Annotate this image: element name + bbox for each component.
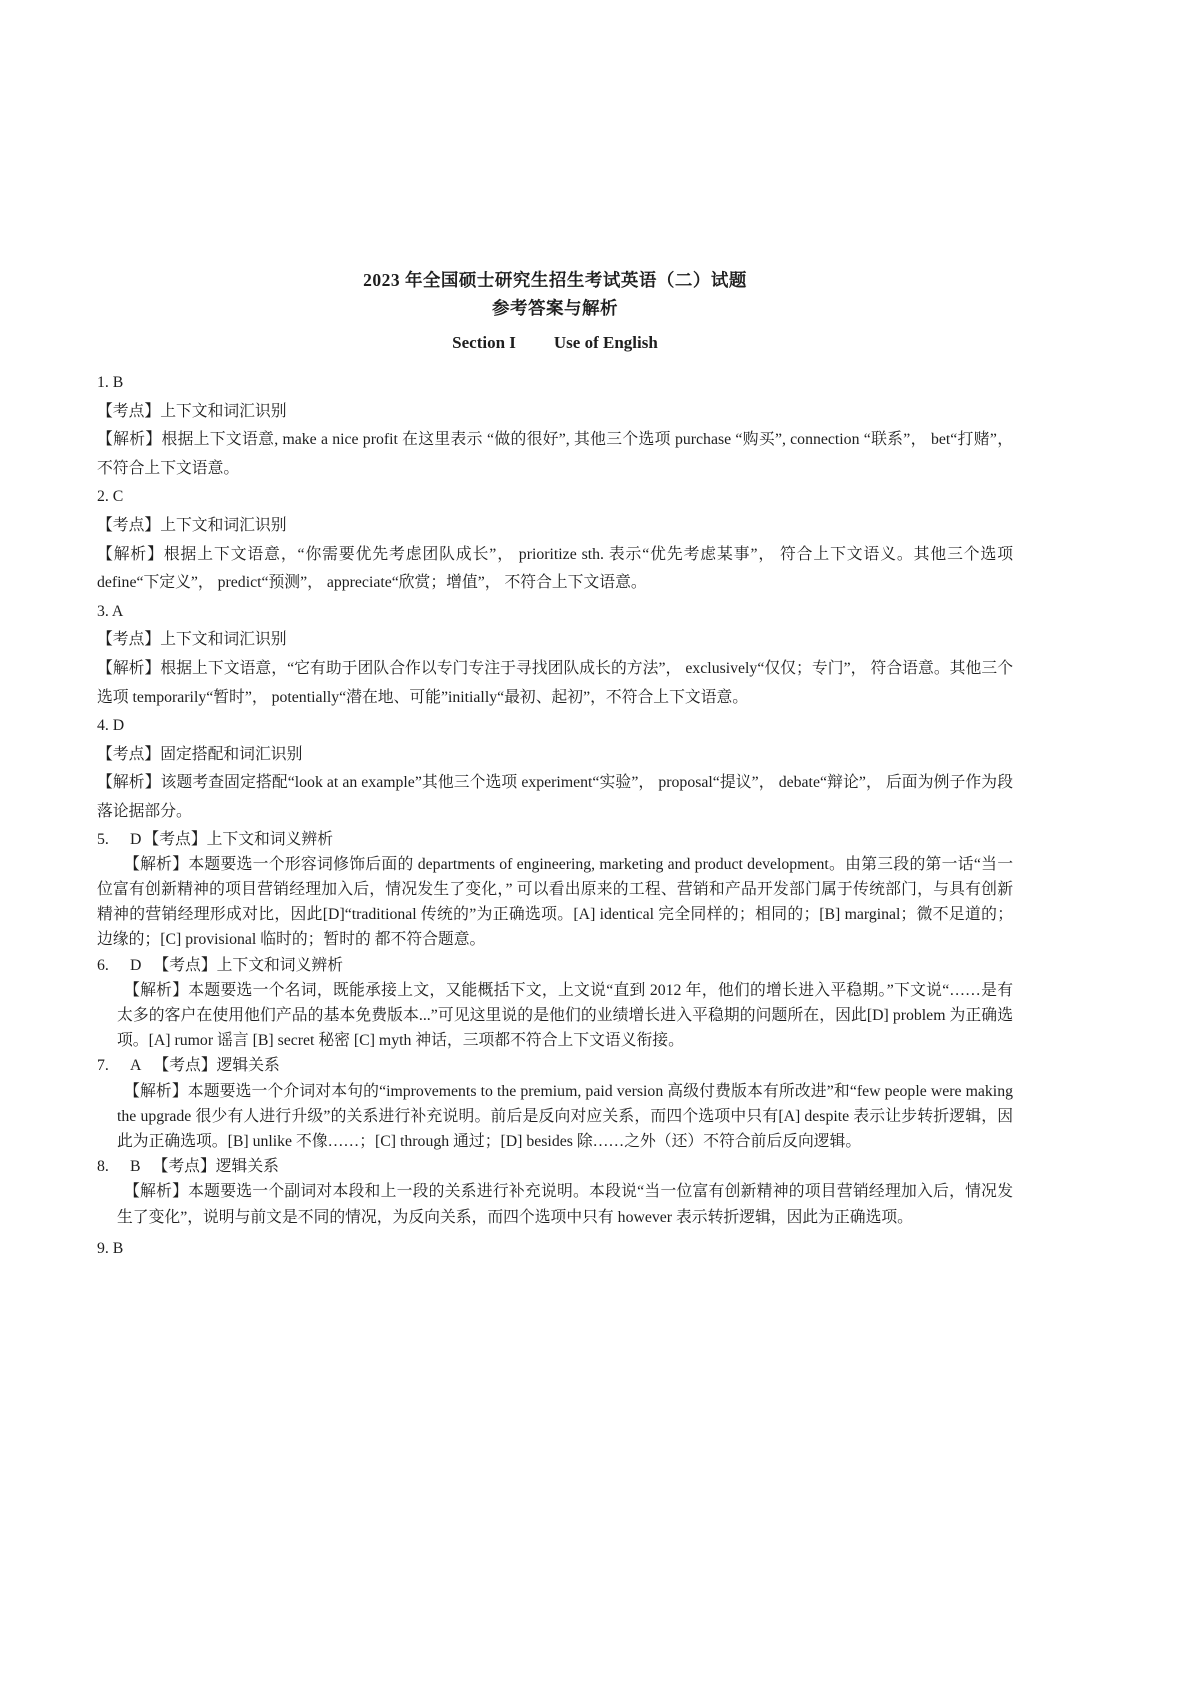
question-number: 5.: [97, 830, 109, 848]
question-item-4: [97, 712, 1013, 826]
answer-letter: A: [130, 1057, 142, 1075]
page-content: [97, 266, 1013, 1263]
exam-point-inline: 【考点】上下文和词义辨析: [143, 830, 333, 848]
analysis-paragraph: 【解析】根据上下文语意，“它有助于团队合作以专门专注于寻找团队成长的方法”， exclusively“仅仅；专门”， 符合语意。其他三个选项 temporarily“暂时”， potentially“潜在地、可能”initially“最初、起初”，不符合上下文语意。: [97, 659, 1013, 706]
exam-point-line: 【考点】上下文和词汇识别: [97, 631, 287, 649]
section-name: Use of English: [553, 333, 658, 352]
analysis-paragraph: 【解析】本题要选一个名词，既能承接上文，又能概括下文，上文说“直到 2012 年，他们的增长进入平稳期。”下文说“……是有太多的客户在使用他们产品的基本免费版本...”可见这里说的是他们的业绩增长进入平稳期的问题所在，因此[D] problem 为正确选项。[A] rumor 谣言 [B] secret 秘密 [C] myth 神话，三项都不符合上下文语义衔接。: [117, 981, 1013, 1050]
answer-line: 2. C: [97, 488, 124, 506]
question-item-7: [97, 1053, 1013, 1154]
question-item-3: [97, 598, 1013, 712]
question-item-8: [97, 1154, 1013, 1230]
analysis-paragraph: 【解析】根据上下文语意, make a nice profit 在这里表示 “做的很好”, 其他三个选项 purchase “购买”, connection “联系”， bet“打赌”， 不符合上下文语意。: [97, 431, 1013, 477]
exam-point-inline: 【考点】逻辑关系: [153, 1057, 280, 1075]
exam-point-inline: 【考点】逻辑关系: [152, 1158, 279, 1176]
answer-letter: D: [130, 956, 142, 974]
analysis-paragraph: 【解析】本题要选一个介词对本句的“improvements to the premium, paid version 高级付费版本有所改进”和“few people were making the upgrade 很少有人进行升级”的关系进行补充说明。前后是反向对应关系，而四个选项中只有[A] despite 表示让步转折逻辑，因此为正确选项。[B] unlike 不像……；[C] through 通过；[D] besides 除……之外（还）不符合前后反向逻辑。: [117, 1082, 1013, 1150]
document-subtitle: 参考答案与解析: [492, 298, 618, 318]
section-label: Section I: [452, 333, 516, 352]
exam-point-line: 【考点】上下文和词汇识别: [97, 402, 287, 420]
question-number: 7.: [97, 1057, 109, 1075]
question-item-6: [97, 953, 1013, 1054]
answer-line: 1. B: [97, 374, 124, 391]
question-header: [97, 1154, 1013, 1179]
answer-line: 3. A: [97, 602, 124, 620]
analysis-paragraph: 【解析】该题考查固定搭配“look at an example”其他三个选项 experiment“实验”， proposal“提议”， debate“辩论”， 后面为例子作为段落论据部分。: [97, 774, 1013, 820]
document-title: 2023 年全国硕士研究生招生考试英语（二）试题: [363, 270, 747, 290]
answer-line: 4. D: [97, 717, 125, 735]
question-item-1: [97, 369, 1013, 483]
question-item-2: [97, 483, 1013, 597]
exam-point-inline: 【考点】上下文和词义辨析: [153, 956, 343, 974]
answer-letter: D: [130, 830, 142, 848]
question-header: [97, 953, 1013, 978]
question-number: 6.: [97, 956, 109, 974]
answer-line-9: 9. B: [97, 1239, 124, 1257]
questions-5-9: [97, 827, 1013, 1263]
question-header: [97, 827, 1013, 852]
question-number: 8.: [97, 1158, 109, 1176]
analysis-paragraph: 【解析】本题要选一个副词对本段和上一段的关系进行补充说明。本段说“当一位富有创新精神的项目营销经理加入后，情况发生了变化”，说明与前文是不同的情况，为反向关系，而四个选项中只有 however 表示转折逻辑，因此为正确选项。: [117, 1183, 1013, 1226]
question-item-5: [97, 827, 1013, 953]
section-heading: [97, 333, 1013, 353]
exam-point-line: 【考点】上下文和词汇识别: [97, 516, 287, 534]
answer-letter: B: [130, 1158, 141, 1176]
analysis-paragraph: 【解析】本题要选一个形容词修饰后面的 departments of engineering, marketing and product development。由第三段的第一话“当一位富有创新精神的项目营销经理加入后，情况发生了变化，” 可以看出原来的工程、营销和产品开发部门属于传统部门，与具有创新精神的营销经理形成对比，因此[D]“traditional 传统的”为正确选项。[A] identical 完全同样的；相同的；[B] marginal；微不足道的；边缘的；[C] provisional 临时的；暂时的 都不符合题意。: [97, 855, 1013, 949]
questions-1-4: [97, 369, 1013, 827]
question-header: [97, 1053, 1013, 1078]
analysis-paragraph: 【解析】根据上下文语意，“你需要优先考虑团队成长”， prioritize sth. 表示“优先考虑某事”， 符合上下文语义。其他三个选项 define“下定义”， predict“预测”， appreciate“欣赏；增值”， 不符合上下文语意。: [97, 545, 1013, 592]
exam-point-line: 【考点】固定搭配和词汇识别: [97, 745, 303, 763]
